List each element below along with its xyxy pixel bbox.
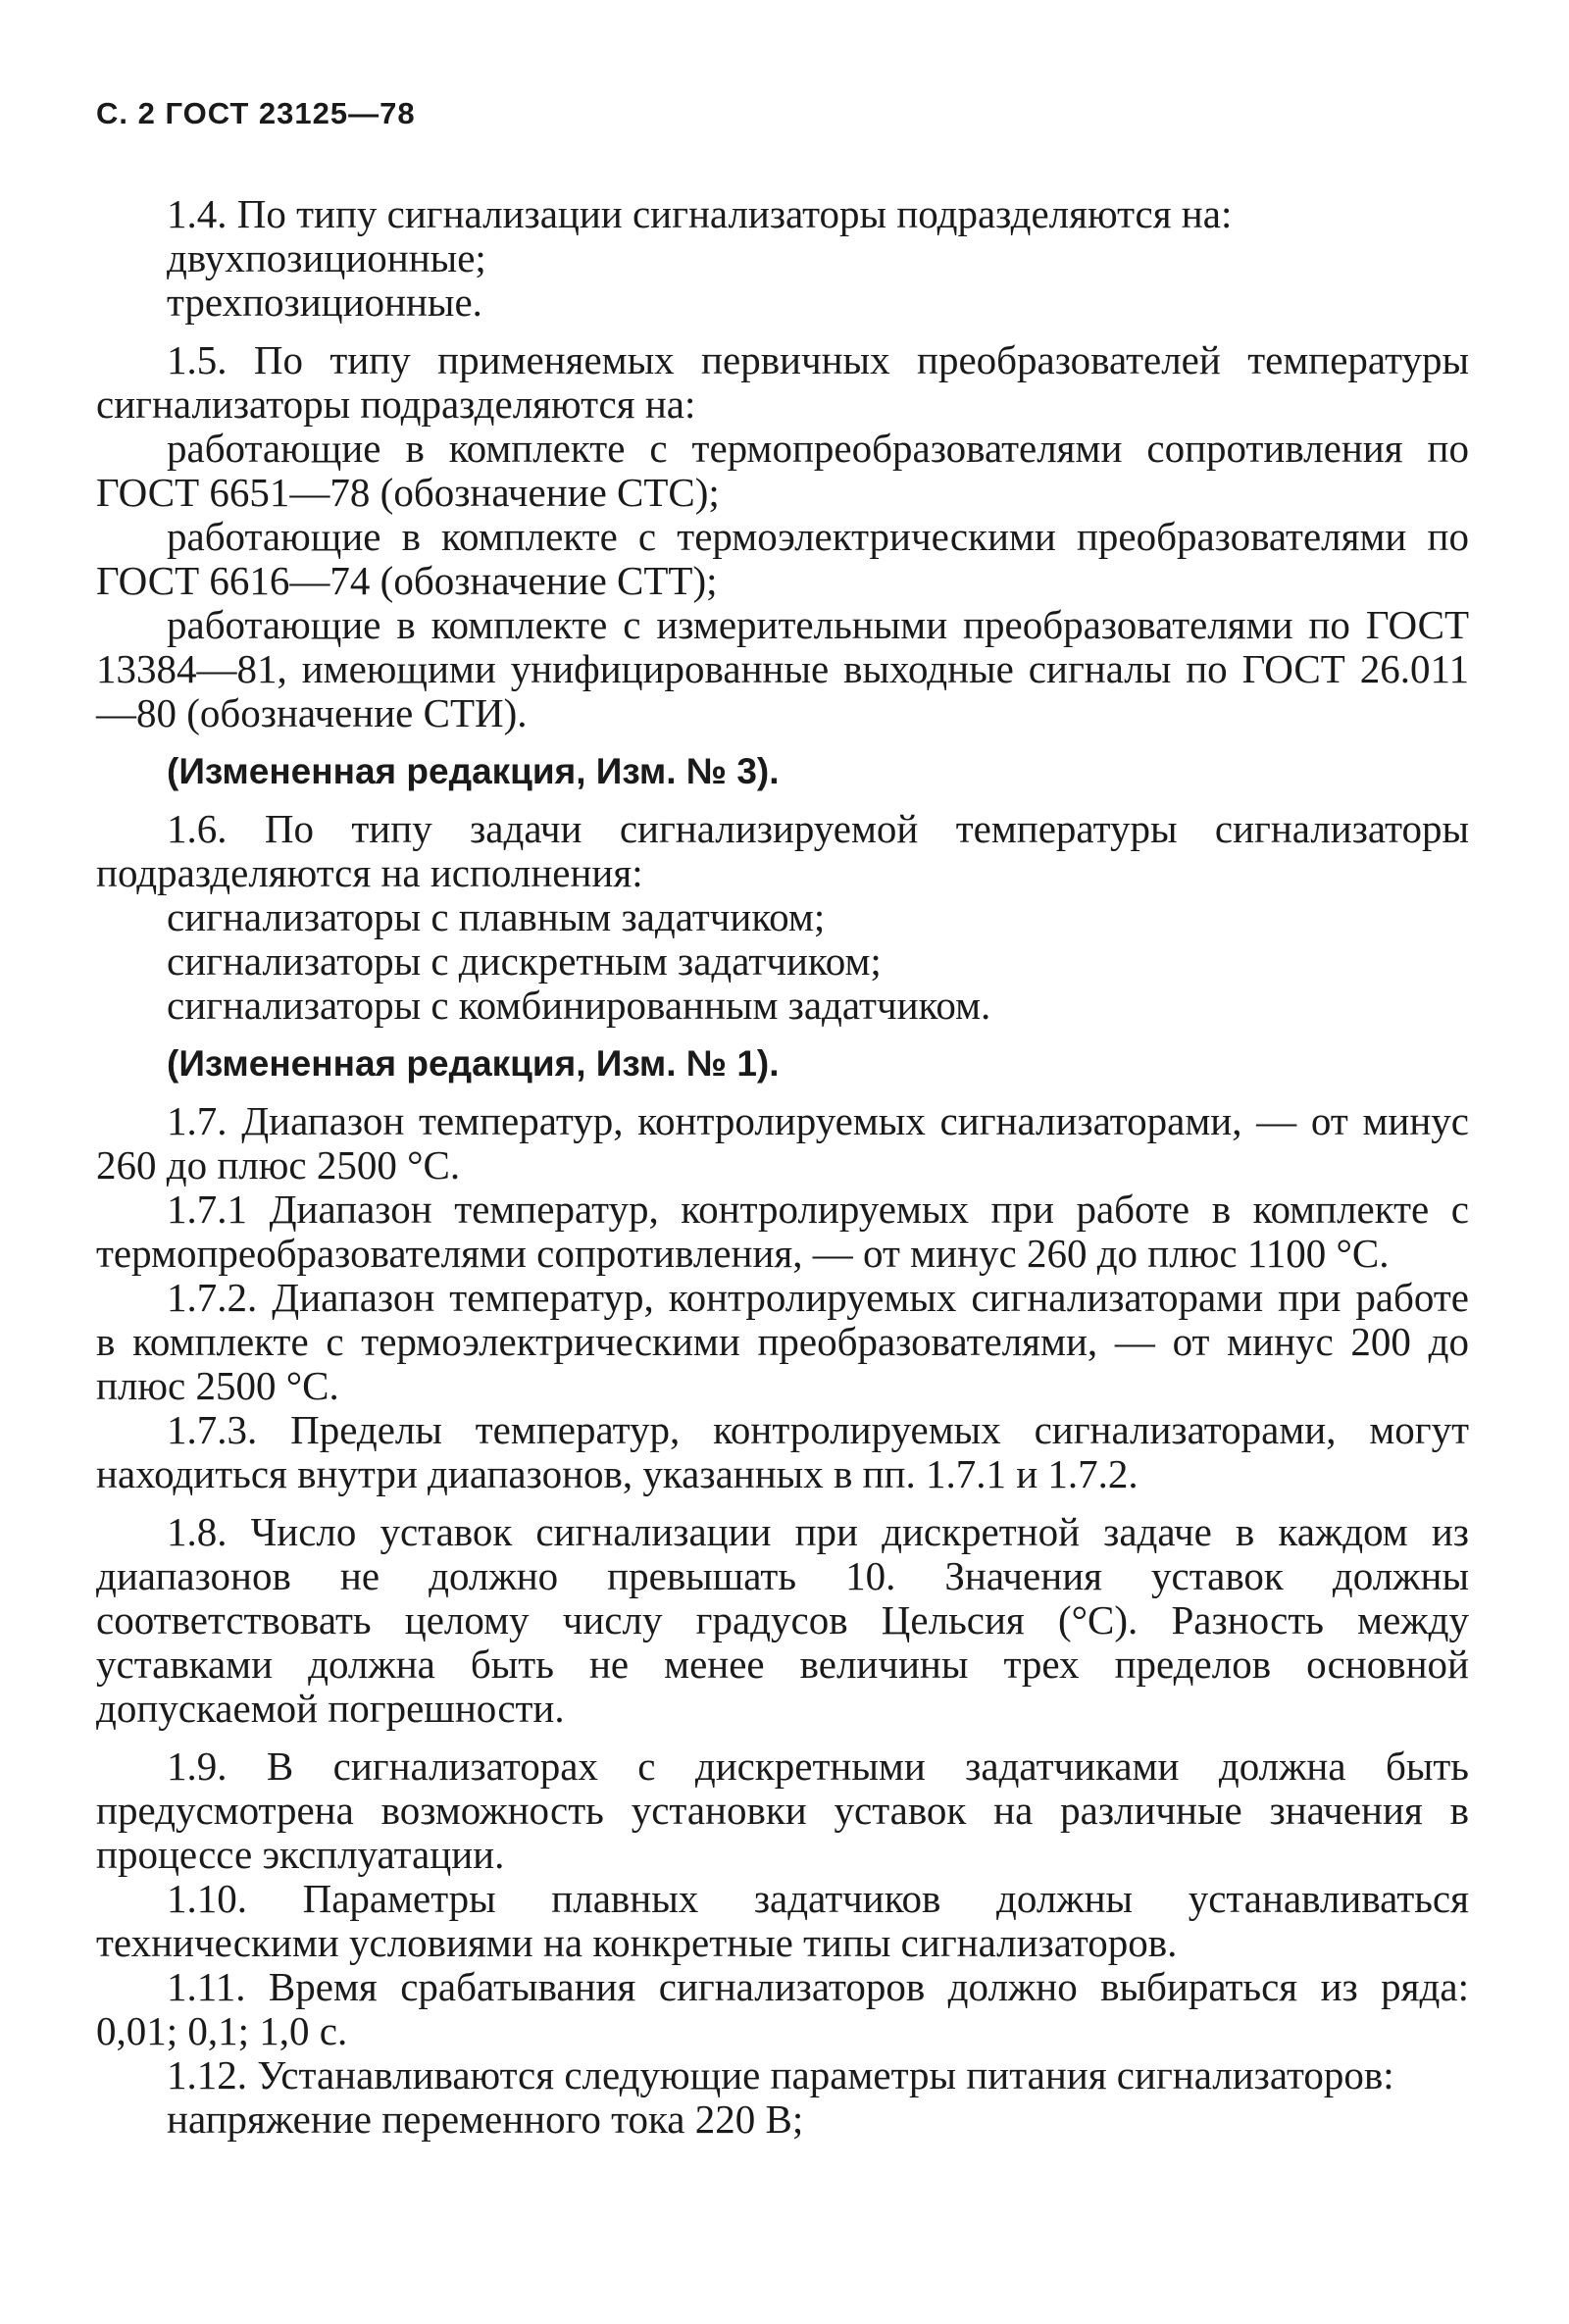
- paragraph: 1.12. Устанавливаются следующие параметры питания сигнализаторов:: [167, 2052, 1394, 2097]
- list-item: сигнализаторы с плавным задатчиком;: [167, 894, 826, 939]
- paragraph: 1.8. Число уставок сигнализации при дискретной задаче в каждом из диапазонов не должно превышать 10. Значения уставок должны соответствовать целому числу градусов Цельсия (°С). Разность между уставками должна быть не менее величины трех пределов основной допускаемой погрешности.: [96, 1509, 1469, 1731]
- list-item: трехпозиционные.: [167, 279, 482, 325]
- paragraph: 1.7.2. Диапазон температур, контролируемых сигнализаторами при работе в комплекте с термоэлектрическими преобразователями, — от минус 200 до плюс 2500 °С.: [96, 1275, 1469, 1408]
- paragraph: 1.7.3. Пределы температур, контролируемых сигнализаторами, могут находиться внутри диапазонов, указанных в пп. 1.7.1 и 1.7.2.: [96, 1407, 1469, 1496]
- document-body: [96, 192, 1469, 2142]
- list-item: работающие в комплекте с термопреобразователями сопротивления по ГОСТ 6651—78 (обозначение СТС);: [96, 426, 1469, 515]
- paragraph: 1.10. Параметры плавных задатчиков должны устанавливаться техническими условиями на конкретные типы сигнализаторов.: [96, 1876, 1469, 1965]
- list-item: сигнализаторы с дискретным задатчиком;: [167, 938, 882, 984]
- list-item: напряжение переменного тока 220 В;: [167, 2097, 804, 2142]
- list-item: сигнализаторы с комбинированным задатчиком.: [167, 983, 991, 1028]
- list-item: двухпозиционные;: [167, 235, 486, 280]
- paragraph: 1.7.1 Диапазон температур, контролируемых при работе в комплекте с термопреобразователями сопротивления, — от минус 260 до плюс 1100 °С.: [96, 1187, 1469, 1276]
- amendment-note: (Измененная редакция, Изм. № 1).: [167, 1043, 780, 1084]
- amendment-note: (Измененная редакция, Изм. № 3).: [167, 751, 780, 791]
- paragraph: 1.5. По типу применяемых первичных преобразователей температуры сигнализаторы подразделяются на:: [96, 337, 1469, 427]
- page-header: С. 2 ГОСТ 23125—78: [96, 96, 416, 130]
- list-item: работающие в комплекте с измерительными преобразователями по ГОСТ 13384—81, имеющими унифицированные выходные сигналы по ГОСТ 26.011—80 (обозначение СТИ).: [96, 602, 1469, 735]
- paragraph: 1.7. Диапазон температур, контролируемых сигнализаторами, — от минус 260 до плюс 2500 °С.: [96, 1098, 1469, 1187]
- paragraph: 1.9. В сигнализаторах с дискретными задатчиками должна быть предусмотрена возможность установки уставок на различные значения в процессе эксплуатации.: [96, 1743, 1469, 1877]
- paragraph: 1.4. По типу сигнализации сигнализаторы подразделяются на:: [167, 191, 1233, 236]
- paragraph: 1.6. По типу задачи сигнализируемой температуры сигнализаторы подразделяются на исполнения:: [96, 806, 1469, 895]
- paragraph: 1.11. Время срабатывания сигнализаторов должно выбираться из ряда: 0,01; 0,1; 1,0 с.: [96, 1964, 1469, 2053]
- list-item: работающие в комплекте с термоэлектрическими преобразователями по ГОСТ 6616—74 (обозначение СТТ);: [96, 514, 1469, 603]
